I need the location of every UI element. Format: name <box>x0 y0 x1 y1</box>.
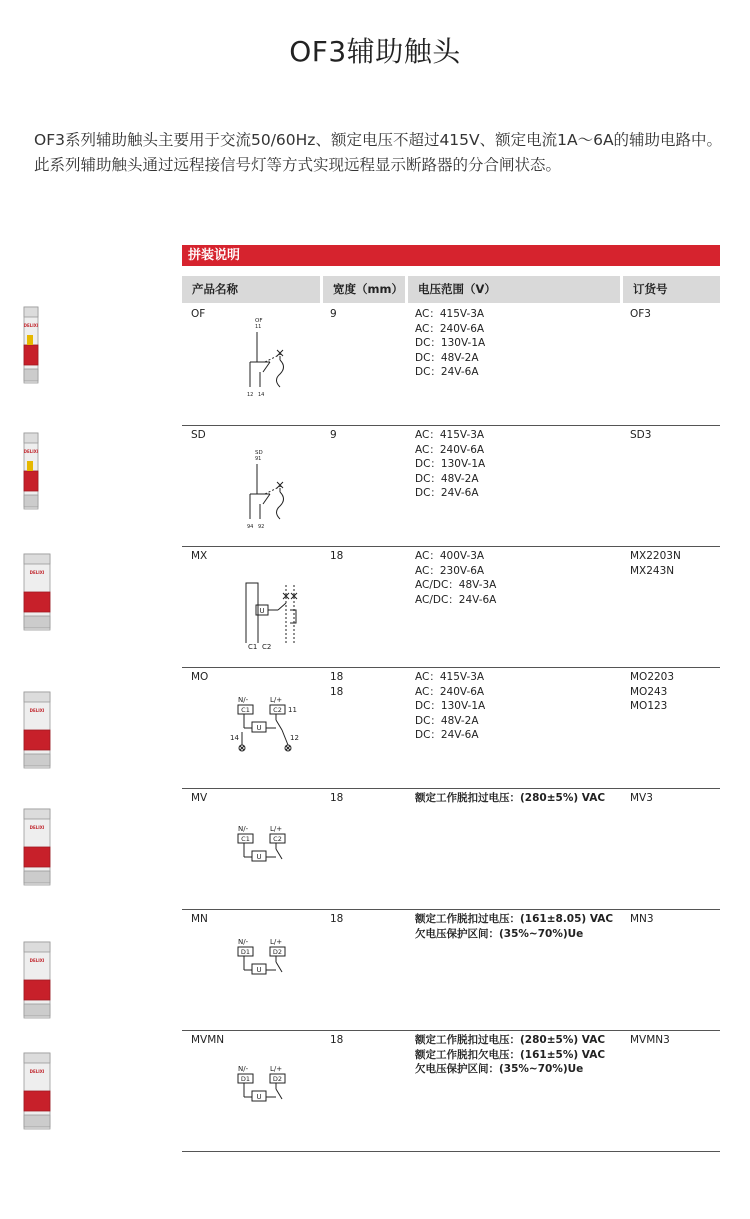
voltage-line: 额定工作脱扣过电压：(280±5%) VAC <box>415 1034 606 1046</box>
voltage-range <box>415 428 485 501</box>
voltage-range <box>415 670 485 743</box>
voltage-line: DC：48V-2A <box>415 472 479 485</box>
wiring-diagram <box>245 312 295 402</box>
terminal-c1: C1 <box>248 643 258 651</box>
product-width: 18 <box>330 550 344 562</box>
voltage-line: AC：230V-6A <box>415 564 485 577</box>
coil-label: U <box>256 1093 262 1101</box>
order-number-line: MX2203N <box>630 550 681 562</box>
order-number-line: MVMN3 <box>630 1034 670 1046</box>
product-logo: DELIXI <box>29 958 45 963</box>
header-product-name: 产品名称 <box>182 276 320 303</box>
terminal-1: D1 <box>240 1075 251 1083</box>
product-width: 18 <box>330 913 344 925</box>
terminal-n: N/- <box>238 696 249 704</box>
product-width: 18 18 <box>330 671 344 698</box>
terminal-l: L/+ <box>270 825 283 833</box>
terminal-bottom-left: 94 <box>247 524 254 530</box>
order-number-line: MX243N <box>630 564 675 577</box>
product-image <box>22 940 54 1022</box>
voltage-range <box>415 1033 605 1077</box>
section-header: 拼装说明 <box>182 245 720 266</box>
terminal-bottom-left: 12 <box>247 392 254 398</box>
product-logo: DELIXI <box>29 1069 45 1074</box>
product-image <box>22 807 54 889</box>
product-name: MX <box>191 550 208 562</box>
voltage-line: 额定工作脱扣过电压：(161±8.05) VAC <box>415 913 614 925</box>
header-width: 宽度（mm） <box>323 276 405 303</box>
diagram-label: SD <box>255 450 263 456</box>
product-image <box>22 305 54 387</box>
terminal-top: 91 <box>255 456 262 462</box>
terminal-2: C2 <box>273 835 282 843</box>
voltage-line: 欠电压保护区间：(35%~70%)Ue <box>415 927 584 940</box>
product-width: 9 <box>330 308 337 320</box>
coil-label: U <box>256 853 262 861</box>
order-number <box>630 428 651 443</box>
voltage-line: DC：130V-1A <box>415 458 486 470</box>
terminal-1: C1 <box>241 835 250 843</box>
wiring-diagram <box>238 575 318 655</box>
order-number-line: MV3 <box>630 792 653 804</box>
terminal-2: D2 <box>272 948 283 956</box>
order-number <box>630 791 653 806</box>
wiring-diagram <box>230 823 300 867</box>
product-width: 18 <box>330 792 344 804</box>
intro-paragraph: OF3系列辅助触头主要用于交流50/60Hz、额定电压不超过415V、额定电流1A～6A的辅助电路中。此系列辅助触头通过远程接信号灯等方式实现远程显示断路器的分合闸状态。 <box>34 131 723 174</box>
terminal-l: L/+ <box>270 938 283 946</box>
voltage-line: AC：240V-6A <box>415 685 485 698</box>
voltage-line: AC：415V-3A <box>415 671 485 683</box>
diagram-label: OF <box>255 318 263 324</box>
voltage-line: AC：240V-6A <box>415 443 485 456</box>
coil-label: U <box>256 966 262 974</box>
terminal-n: N/- <box>238 825 249 833</box>
voltage-line: DC：24V-6A <box>415 366 479 378</box>
order-number-line: MN3 <box>630 913 654 925</box>
product-image <box>22 431 54 513</box>
product-name: SD <box>191 429 206 441</box>
product-name: OF <box>191 308 206 320</box>
header-voltage: 电压范围（V） <box>408 276 620 303</box>
wiring-diagram <box>230 694 310 758</box>
product-name: MO <box>191 671 209 683</box>
product-image <box>22 1051 54 1133</box>
voltage-line: 额定工作脱扣欠电压：(161±5%) VAC <box>415 1048 606 1061</box>
terminal-n: N/- <box>238 1065 249 1073</box>
voltage-range <box>415 791 605 806</box>
terminal-1: C1 <box>241 706 250 714</box>
order-number-line: MO243 <box>630 685 668 698</box>
order-number <box>630 307 651 322</box>
product-logo: DELIXI <box>29 570 45 575</box>
product-logo: DELIXI <box>29 825 45 830</box>
terminal-14: 14 <box>230 734 239 742</box>
voltage-line: AC/DC：24V-6A <box>415 593 497 606</box>
page-title: OF3辅助触头 <box>289 35 461 68</box>
order-number <box>630 670 674 714</box>
terminal-n: N/- <box>238 938 249 946</box>
product-name: MV <box>191 792 208 804</box>
terminal-top: 11 <box>255 324 262 330</box>
wiring-diagram <box>245 444 295 534</box>
product-image <box>22 690 54 772</box>
terminal-2: D2 <box>272 1075 283 1083</box>
coil-label: U <box>256 724 262 732</box>
voltage-line: 额定工作脱扣过电压：(280±5%) VAC <box>415 792 606 804</box>
voltage-line: DC：24V-6A <box>415 487 479 499</box>
voltage-line: AC/DC：48V-3A <box>415 579 497 591</box>
product-width: 18 <box>330 1034 344 1046</box>
terminal-2: C2 <box>273 706 282 714</box>
voltage-line: AC：415V-3A <box>415 308 485 320</box>
voltage-line: AC：400V-3A <box>415 550 485 562</box>
voltage-line: AC：240V-6A <box>415 322 485 335</box>
terminal-l: L/+ <box>270 696 283 704</box>
voltage-line: 欠电压保护区间：(35%~70%)Ue <box>415 1063 584 1075</box>
order-number-line: OF3 <box>630 308 651 320</box>
wiring-diagram <box>230 936 300 980</box>
coil-label: U <box>259 607 265 615</box>
product-logo: DELIXI <box>29 708 45 713</box>
terminal-c2: C2 <box>262 643 272 651</box>
product-name: MN <box>191 913 208 925</box>
order-number <box>630 549 681 578</box>
wiring-diagram <box>230 1063 300 1107</box>
order-number <box>630 1033 670 1048</box>
order-number-line: MO123 <box>630 700 668 712</box>
product-logo: DELIXI <box>23 323 39 328</box>
product-image <box>22 552 54 634</box>
product-width: 9 <box>330 429 337 441</box>
terminal-bottom-right: 92 <box>258 524 265 530</box>
voltage-range <box>415 307 485 380</box>
voltage-line: DC：48V-2A <box>415 714 479 727</box>
order-number-line: SD3 <box>630 429 652 441</box>
voltage-line: DC：130V-1A <box>415 700 486 712</box>
order-number <box>630 912 654 927</box>
voltage-range <box>415 549 496 607</box>
product-name: MVMN <box>191 1034 225 1046</box>
voltage-range <box>415 912 613 941</box>
order-number-line: MO2203 <box>630 671 675 683</box>
voltage-line: DC：130V-1A <box>415 337 486 349</box>
terminal-l: L/+ <box>270 1065 283 1073</box>
terminal-12: 12 <box>290 734 299 742</box>
terminal-1: D1 <box>240 948 251 956</box>
header-order-number: 订货号 <box>623 276 720 303</box>
product-logo: DELIXI <box>23 449 39 454</box>
voltage-line: DC：48V-2A <box>415 351 479 364</box>
voltage-line: AC：415V-3A <box>415 429 485 441</box>
terminal-11: 11 <box>288 706 297 714</box>
voltage-line: DC：24V-6A <box>415 729 479 741</box>
terminal-bottom-right: 14 <box>258 392 265 398</box>
